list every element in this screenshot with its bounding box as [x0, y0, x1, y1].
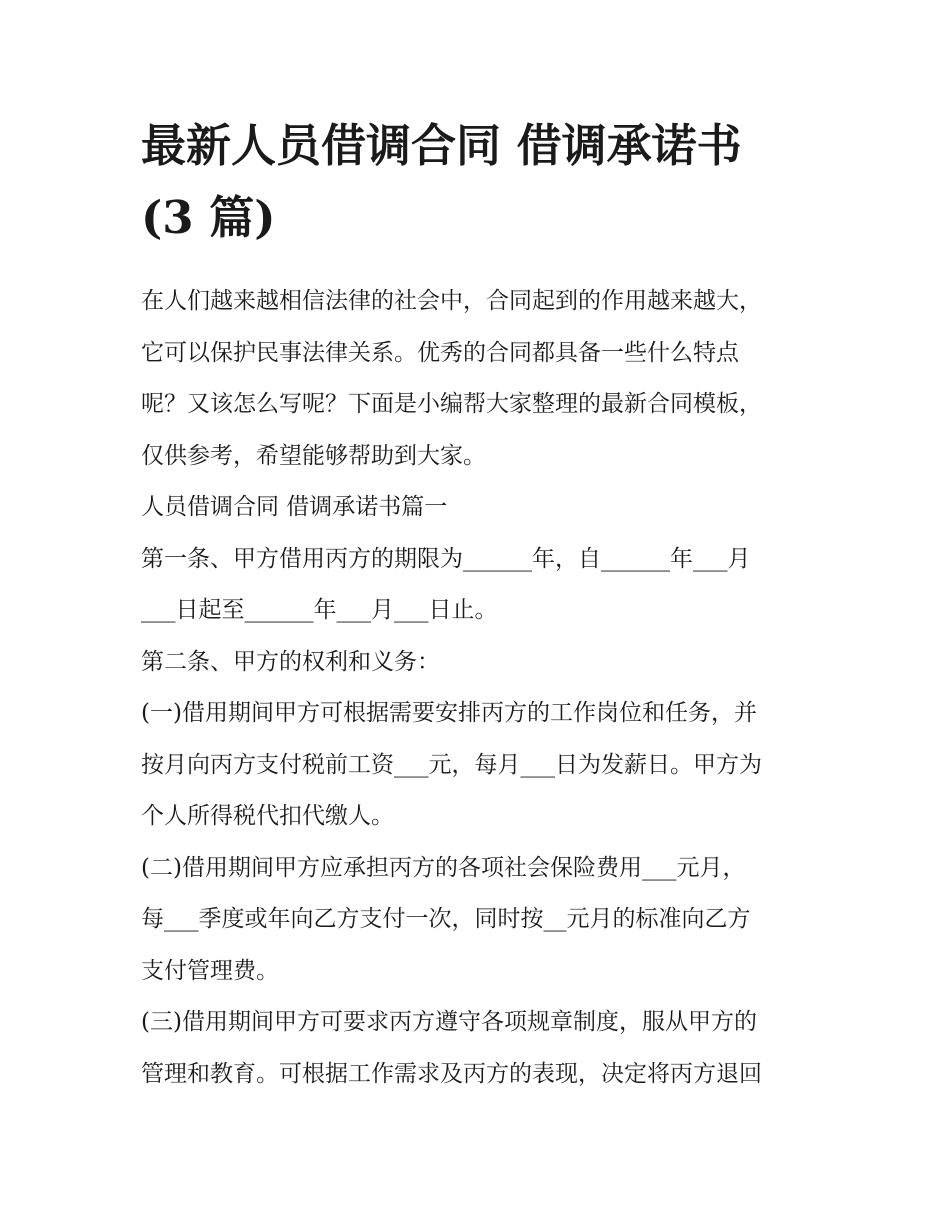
clause-three [141, 997, 821, 1100]
text-line: 呢？又该怎么写呢？下面是小编帮大家整理的最新合同模板， [141, 391, 762, 417]
text-line: ___日起至______年___月___日止。 [141, 597, 498, 623]
clause-one [141, 688, 821, 843]
document-title [141, 110, 821, 254]
section-heading [141, 482, 821, 534]
title-line: (3 篇) [141, 191, 276, 244]
document-page [141, 110, 821, 1100]
text-line: 人员借调合同 借调承诺书篇一 [141, 494, 448, 520]
intro-paragraph [141, 276, 821, 482]
text-line: (三)借用期间甲方可要求丙方遵守各项规章制度，服从甲方的 [141, 1009, 757, 1035]
text-line: 它可以保护民事法律关系。优秀的合同都具备一些什么特点 [141, 339, 739, 366]
text-line: 第二条、甲方的权利和义务： [141, 648, 440, 675]
text-line: 个人所得税代扣代缴人。 [141, 803, 394, 829]
article-two-heading [141, 637, 821, 689]
text-line: (一)借用期间甲方可根据需要安排丙方的工作岗位和任务，并 [141, 700, 757, 726]
text-line: 每___季度或年向乙方支付一次，同时按__元月的标准向乙方 [141, 906, 751, 932]
text-line: 仅供参考，希望能够帮助到大家。 [141, 442, 486, 469]
article-one [141, 534, 821, 637]
text-line: 支付管理费。 [141, 957, 279, 984]
text-line: 第一条、甲方借用丙方的期限为______年，自______年___月 [141, 545, 751, 572]
clause-two [141, 843, 821, 998]
text-line: 管理和教育。可根据工作需求及丙方的表现，决定将丙方退回 [141, 1060, 762, 1087]
document-body [141, 276, 821, 1100]
text-line: 在人们越来越相信法律的社会中，合同起到的作用越来越大， [141, 288, 762, 314]
text-line: 按月向丙方支付税前工资___元，每月___日为发薪日。甲方为 [141, 751, 762, 778]
text-line: (二)借用期间甲方应承担丙方的各项社会保险费用___元月， [141, 854, 746, 881]
title-line: 最新人员借调合同 借调承诺书 [141, 119, 742, 172]
